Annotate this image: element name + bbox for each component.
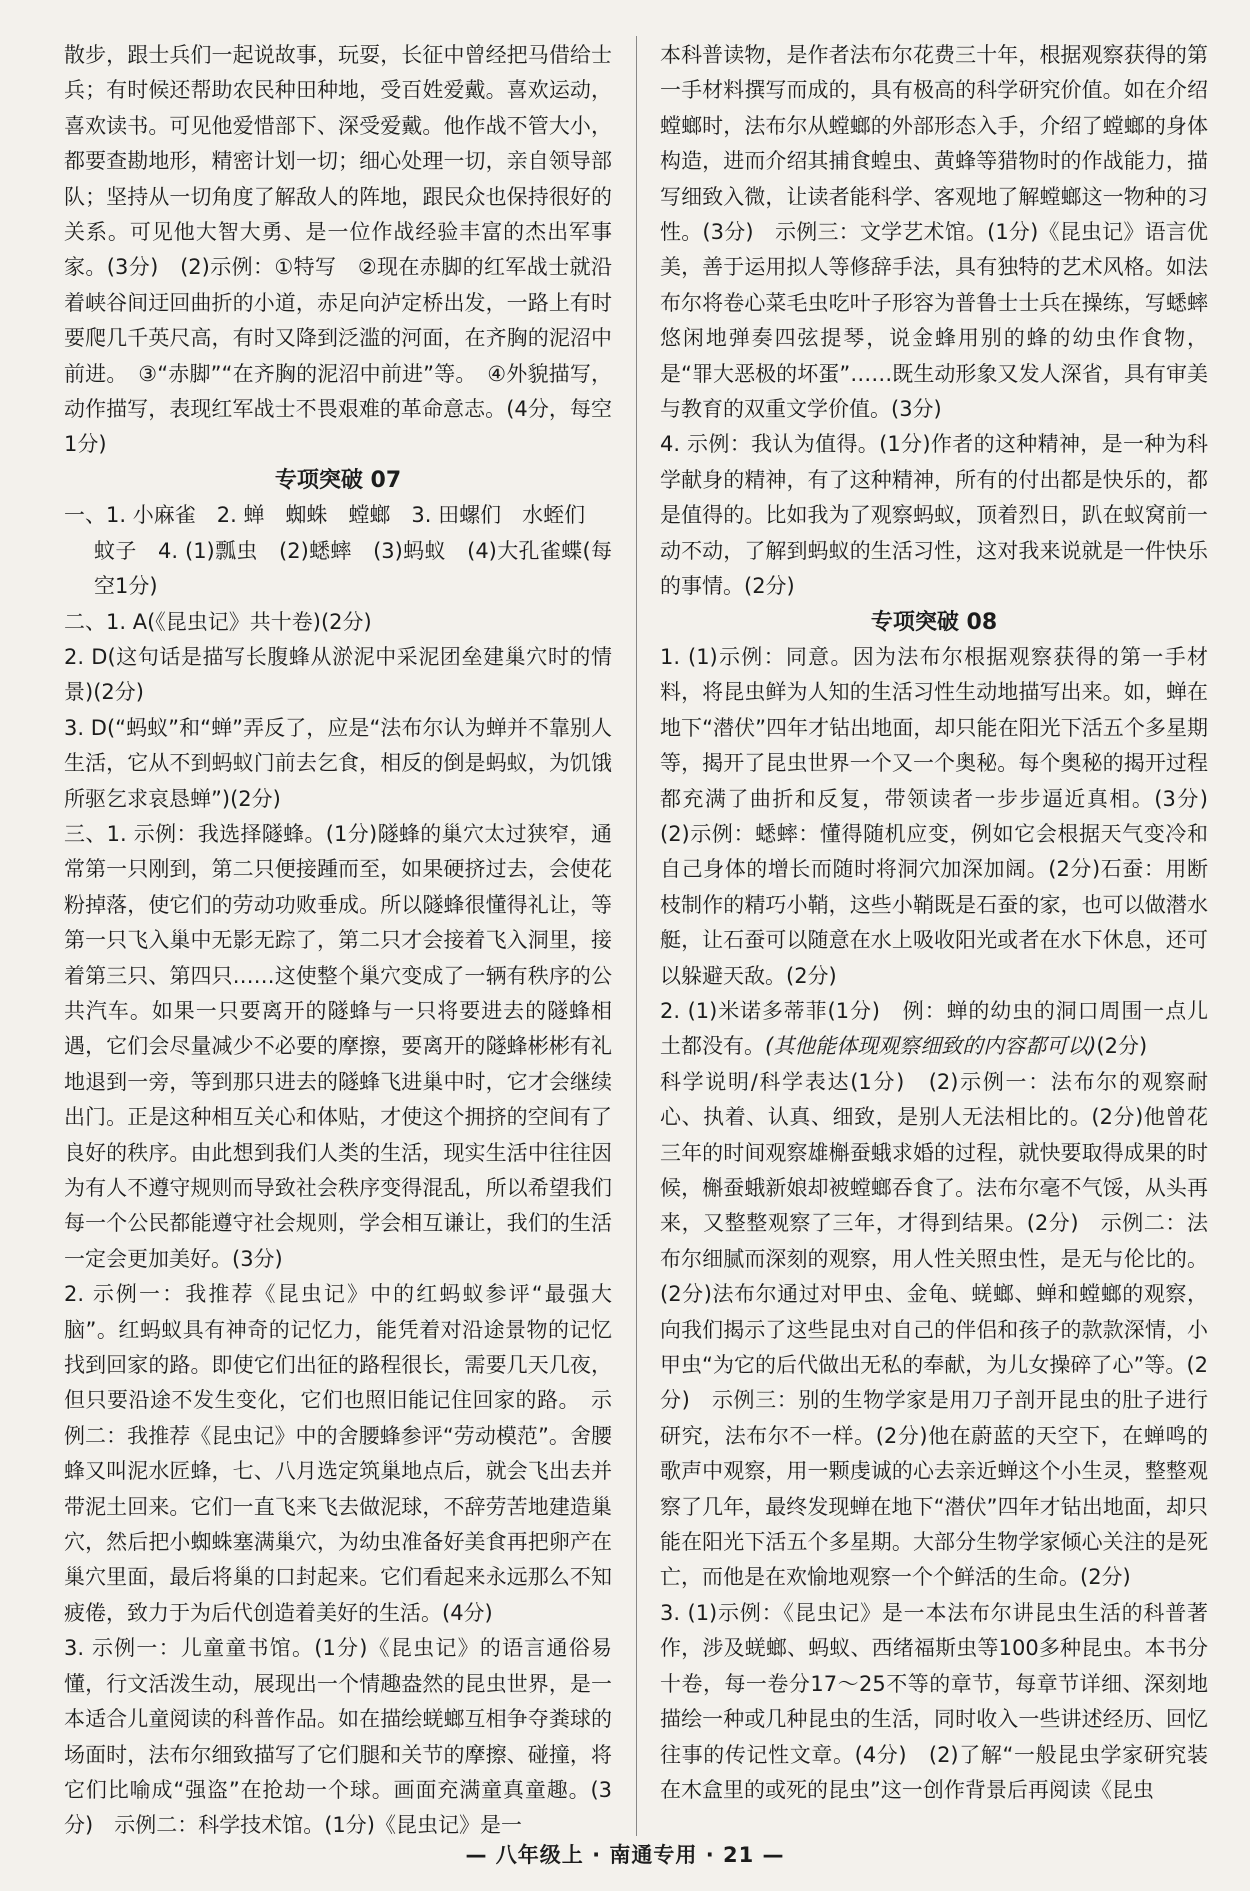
column-divider bbox=[636, 36, 637, 1836]
answer-1: 1. (1)示例：同意。因为法布尔根据观察获得的第一手材料，将昆虫鲜为人知的生活习性生动地描写出来。如，蝉在地下“潜伏”四年才钻出地面，却只能在阳光下活五个多星期等，揭开了昆虫世界一个又一个奥秘。每个奥秘的揭开过程都充满了曲折和反复，带领读者一步步逼近真相。(3分) (2)示例：蟋蟀：懂得随机应变，例如它会根据天气变冷和自己身体的增长而随时将洞穴加深加阔。(2分)石蚕：用断枝制作的精巧小鞘，这些小鞘既是石蚕的家，也可以做潜水艇，让石蚕可以随意在水上吸收阳光或者在水下休息，还可以躲避天敌。(2分) bbox=[660, 644, 1229, 988]
left-column bbox=[64, 38, 612, 1844]
question-4: 4. 示例：我认为值得。(1分)作者的这种精神，是一种为科学献身的精神，有了这种精神，所有的付出都是快乐的，都是值得的。比如我为了观察蚂蚁，顶着烈日，趴在蚁窝前一动不动，了解到蚂蚁的生活习性，这对我来说就是一件快乐的事情。(2分) bbox=[660, 432, 1208, 599]
answer-2-note: (其他能体现观察细致的内容都可以) bbox=[765, 1034, 1097, 1059]
page-footer: — 八年级上 · 南通专用 · 21 — bbox=[465, 1843, 785, 1867]
part-three-q1: 三、1. 示例：我选择隧蜂。(1分)隧蜂的巢穴太过狭窄，通常第一只刚到，第二只便接踵而至，如果硬挤过去，会使花粉掉落，使它们的劳动功败垂成。所以隧蜂很懂得礼让，等第一只飞入巢中无影无踪了，第二只才会接着飞入洞里，接着第三只、第四只……这使整个巢穴变成了一辆有秩序的公共汽车。如果一只要离开的隧蜂与一只将要进去的隧蜂相遇，它们会尽量减少不必要的摩擦，要离开的隧蜂彬彬有礼地退到一旁，等到那只进去的隧蜂飞进巢中时，它才会继续出门。正是这种相互关心和体贴，才使这个拥挤的空间有了良好的秩序。由此想到我们人类的生活，现实生活中往往因为有人不遵守规则而导致社会秩序变得混乱，所以希望我们每一个公民都能遵守社会规则，学会相互谦让，我们的生活一定会更加美好。(3分) bbox=[64, 821, 612, 1271]
part-two-q1: 二、1. A(《昆虫记》共十卷)(2分) bbox=[64, 609, 372, 634]
answer-3: 3. (1)示例：《昆虫记》是一本法布尔讲昆虫生活的科普著作，涉及蜣螂、蚂蚁、西绪福斯虫等100多种昆虫。本书分十卷，每一卷分17～25不等的章节，每章节详细、深刻地描绘一种或几种昆虫的生活，同时收入一些讲述经历、回忆往事的传记性文章。(4分) (2)了解“一般昆虫学家研究装在木盒里的或死的昆虫”这一创作背景后再阅读《昆虫 bbox=[660, 1600, 1208, 1802]
continued-paragraph: 本科普读物，是作者法布尔花费三十年，根据观察获得的第一手材料撰写而成的，具有极高的科学研究价值。如在介绍螳螂时，法布尔从螳螂的外部形态入手，介绍了螳螂的身体构造，进而介绍其捕食蝗虫、黄蜂等猎物时的作战能力，描写细致入微，让读者能科学、客观地了解螳螂这一物种的习性。(3分) 示例三：文学艺术馆。(1分)《昆虫记》语言优美，善于运用拟人等修辞手法，具有独特的艺术风格。如法布尔将卷心菜毛虫吃叶子形容为普鲁士士兵在操练，写蟋蟀悠闲地弹奏四弦提琴，说金蜂用别的蜂的幼虫作食物，是“罪大恶极的坏蛋”……既生动形象又发人深省，具有审美与教育的双重文学价值。(3分) bbox=[660, 43, 1208, 422]
part-one-line-2: 蚊子 4. (1)瓢虫 (2)蟋蟀 (3)蚂蚁 (4)大孔雀蝶(每空1分) bbox=[94, 538, 612, 599]
intro-paragraph: 散步，跟士兵们一起说故事，玩耍，长征中曾经把马借给士兵；有时候还帮助农民种田种地，受百姓爱戴。喜欢运动，喜欢读书。可见他爱惜部下、深受爱戴。他作战不管大小，都要查勘地形，精密计划一切；细心处理一切，亲自领导部队；坚持从一切角度了解敌人的阵地，跟民众也保持很好的关系。可见他大智大勇、是一位作战经验丰富的杰出军事家。(3分) (2)示例：①特写 ②现在赤脚的红军战士就沿着峡谷间迂回曲折的小道，赤足向泸定桥出发，一路上有时要爬几千英尺高，有时又降到泛滥的河面，在齐胸的泥沼中前进。 ③“赤脚”“在齐胸的泥沼中前进”等。 ④外貌描写，动作描写，表现红军战士不畏艰难的革命意志。(4分，每空1分) bbox=[64, 43, 612, 457]
part-two-q3: 3. D(“蚂蚁”和“蝉”弄反了，应是“法布尔认为蝉并不靠别人生活，它从不到蚂蚁门前去乞食，相反的倒是蚂蚁，为饥饿所驱乞求哀恳蝉”)(2分) bbox=[64, 715, 612, 811]
part-three-q2: 2. 示例一：我推荐《昆虫记》中的红蚂蚁参评“最强大脑”。红蚂蚁具有神奇的记忆力，能凭着对沿途景物的记忆找到回家的路。即使它们出征的路程很长，需要几天几夜，但只要沿途不发生变化，它们也照旧能记住回家的路。 示例二：我推荐《昆虫记》中的舍腰蜂参评“劳动模范”。舍腰蜂又叫泥水匠蜂，七、八月选定筑巢地点后，就会飞出去并带泥土回来。它们一直飞来飞去做泥球，不辞劳苦地建造巢穴，然后把小蜘蛛塞满巢穴，为幼虫准备好美食再把卵产在巢穴里面，最后将巢的口封起来。它们看起来永远那么不知疲倦，致力于为后代创造着美好的生活。(4分) bbox=[64, 1282, 612, 1625]
section-heading-08: 专项突破 08 bbox=[870, 609, 998, 635]
answer-2-part-b: 科学说明/科学表达(1分) (2)示例一：法布尔的观察耐心、执着、认真、细致，是别人无法相比的。(2分)他曾花三年的时间观察雄槲蚕蛾求婚的过程，就快要取得成果的时候，槲蚕蛾新娘却被螳螂吞食了。法布尔毫不气馁，从头再来，又整整观察了三年，才得到结果。(2分) 示例二：法布尔细腻而深刻的观察，用人性关照虫性，是无与伦比的。(2分)法布尔通过对甲虫、金龟、蜣螂、蝉和螳螂的观察，向我们揭示了这些昆虫对自己的伴侣和孩子的款款深情，小甲虫“为它的后代做出无私的奉献，为儿女操碎了心”等。(2分) 示例三：别的生物学家是用刀子剖开昆虫的肚子进行研究，法布尔不一样。(2分)他在蔚蓝的天空下，在蝉鸣的歌声中观察，用一颗虔诚的心去亲近蝉这个小生灵，整整观察了几年，最终发现蝉在地下“潜伏”四年才钻出地面，却只能在阳光下活五个多星期。大部分生物学家倾心关注的是死亡，而他是在欢愉地观察一个个鲜活的生命。(2分) bbox=[660, 1069, 1208, 1590]
right-column bbox=[660, 38, 1229, 1808]
part-three-q3: 3. 示例一：儿童童书馆。(1分)《昆虫记》的语言通俗易懂，行文活泼生动，展现出一个情趣盎然的昆虫世界，是一本适合儿童阅读的科普作品。如在描绘蜣螂互相争夺粪球的场面时，法布尔细致描写了它们腿和关节的摩擦、碰撞，将它们比喻成“强盗”在抢劫一个球。画面充满童真童趣。(3分) 示例二：科学技术馆。(1分)《昆虫记》是一 bbox=[64, 1636, 612, 1838]
answer-2-score: (2分) bbox=[1096, 1034, 1148, 1059]
answer-2-part-a bbox=[660, 994, 1208, 1065]
section-heading-07: 专项突破 07 bbox=[274, 467, 402, 493]
part-one-line-1: 一、1. 小麻雀 2. 蝉 蜘蛛 螳螂 3. 田螺们 水蛭们 bbox=[64, 503, 586, 528]
answer-2-text: 2. (1)米诺多蒂菲(1分) 例：蝉的幼虫的洞口周围一点儿土都没有。 bbox=[660, 998, 1208, 1059]
part-two-q2: 2. D(这句话是描写长腹蜂从淤泥中采泥团垒建巢穴时的情景)(2分) bbox=[64, 644, 612, 705]
